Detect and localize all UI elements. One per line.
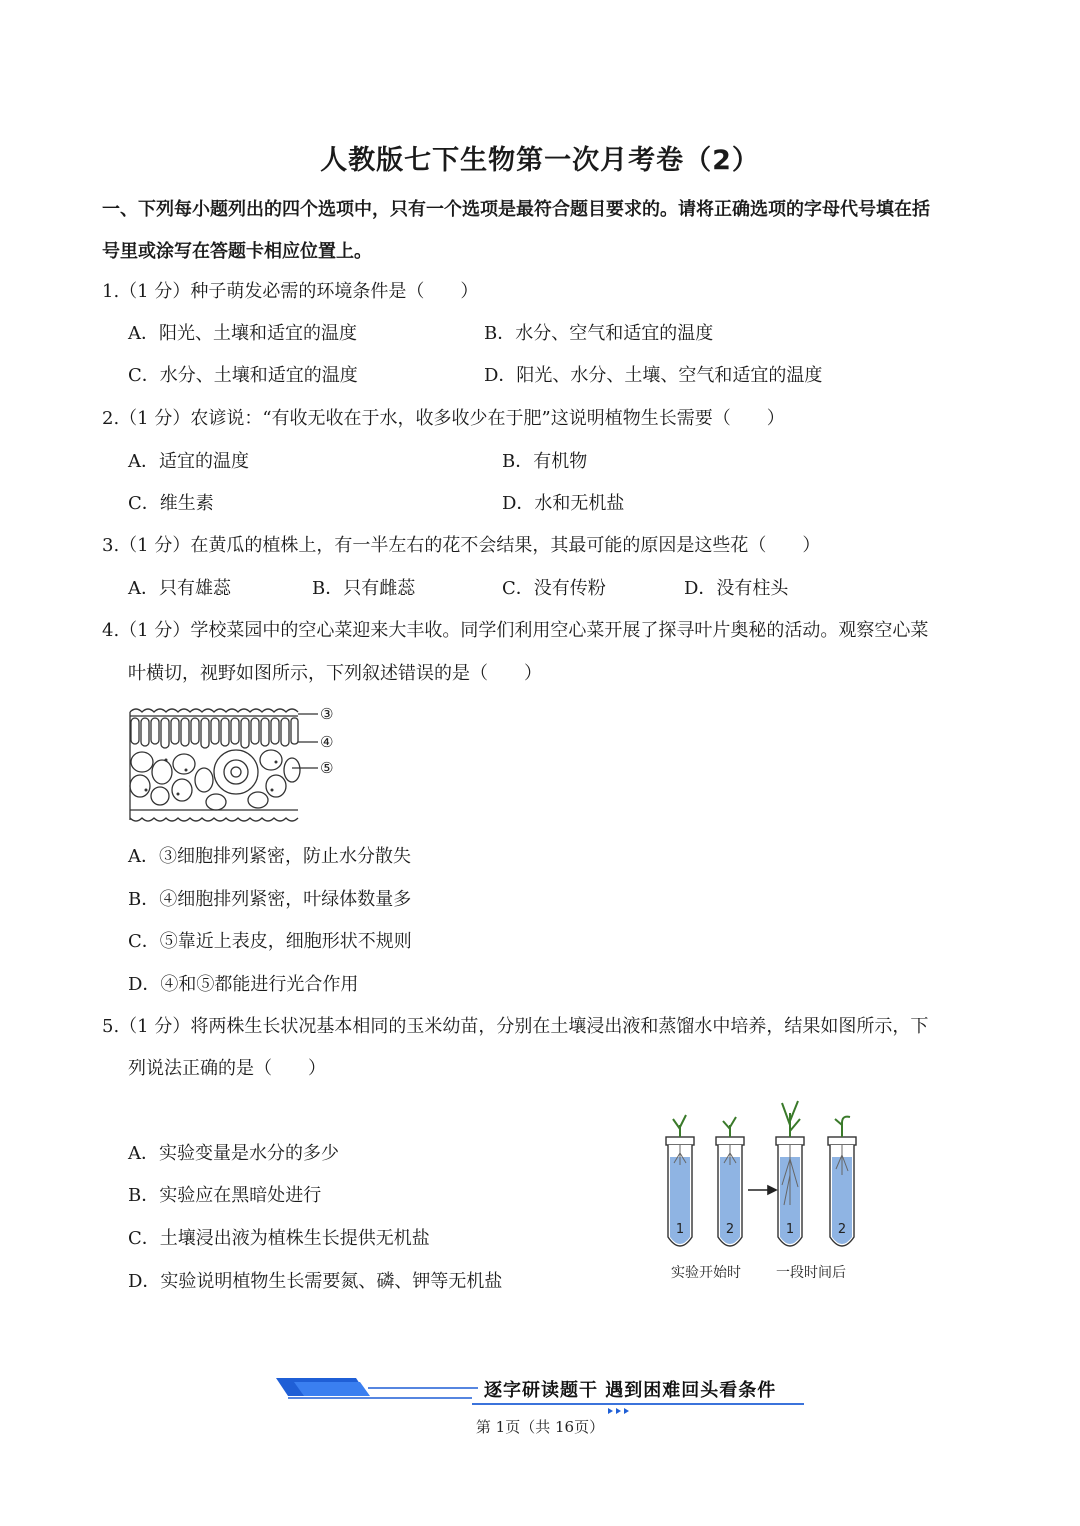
question-4-option-d[interactable]: D．④和⑤都能进行光合作用 — [128, 974, 359, 995]
question-5-option-d[interactable]: D．实验说明植物生长需要氮、磷、钾等无机盐 — [128, 1271, 503, 1292]
question-5-option-b[interactable]: B．实验应在黑暗处进行 — [128, 1185, 322, 1206]
test-tube-figure — [660, 1095, 870, 1260]
question-3-stem: 3.（1 分）在黄瓜的植株上，有一半左右的花不会结果，其最可能的原因是这些花（ ） — [102, 535, 821, 556]
question-3-option-d[interactable]: D．没有柱头 — [684, 578, 789, 599]
question-1-option-c[interactable]: C．水分、土壤和适宜的温度 — [128, 365, 358, 386]
leaf-label-3: ③ — [320, 705, 334, 723]
tube-label-3: 1 — [785, 1222, 795, 1237]
leaf-label-4: ④ — [320, 733, 334, 751]
question-4-stem-line1: 4.（1 分）学校菜园中的空心菜迎来大丰收。同学们利用空心菜开展了探寻叶片奥秘的活动。观察空心菜 — [102, 620, 929, 641]
figure-caption-start: 实验开始时 — [671, 1265, 741, 1281]
leaf-cross-section-figure — [126, 700, 346, 830]
question-2-option-b[interactable]: B．有机物 — [502, 451, 588, 472]
question-1-stem: 1.（1 分）种子萌发必需的环境条件是（ ） — [102, 281, 479, 302]
question-3-option-b[interactable]: B．只有雌蕊 — [312, 578, 416, 599]
question-4-option-a[interactable]: A．③细胞排列紧密，防止水分散失 — [128, 846, 411, 867]
section-instruction-line1: 一、下列每小题列出的四个选项中，只有一个选项是最符合题目要求的。请将正确选项的字母代号填在括 — [102, 199, 930, 220]
question-5-stem-line2: 列说法正确的是（ ） — [128, 1058, 326, 1079]
page-title: 人教版七下生物第一次月考卷（2） — [320, 145, 760, 176]
figure-caption-after: 一段时间后 — [776, 1265, 846, 1281]
question-3-option-a[interactable]: A．只有雄蕊 — [128, 578, 231, 599]
question-2-option-c[interactable]: C．维生素 — [128, 493, 214, 514]
section-instruction-line2: 号里或涂写在答题卡相应位置上。 — [102, 241, 372, 262]
tube-label-4: 2 — [837, 1222, 847, 1237]
question-2-option-a[interactable]: A．适宜的温度 — [128, 451, 249, 472]
question-3-option-c[interactable]: C．没有传粉 — [502, 578, 606, 599]
question-1-option-a[interactable]: A．阳光、土壤和适宜的温度 — [128, 323, 357, 344]
question-2-option-d[interactable]: D．水和无机盐 — [502, 493, 625, 514]
leaf-label-5: ⑤ — [320, 759, 334, 777]
tube-label-2: 2 — [725, 1222, 735, 1237]
question-5-option-c[interactable]: C．土壤浸出液为植株生长提供无机盐 — [128, 1228, 430, 1249]
question-4-option-c[interactable]: C．⑤靠近上表皮，细胞形状不规则 — [128, 931, 412, 952]
question-2-stem: 2.（1 分）农谚说：“有收无收在于水，收多收少在于肥”这说明植物生长需要（ ） — [102, 408, 785, 429]
footer-slogan: 逐字研读题干 遇到困难回头看条件 — [484, 1380, 777, 1401]
question-5-stem-line1: 5.（1 分）将两株生长状况基本相同的玉米幼苗，分别在土壤浸出液和蒸馏水中培养，结果如图所示，下 — [102, 1016, 929, 1037]
question-5-option-a[interactable]: A．实验变量是水分的多少 — [128, 1143, 339, 1164]
tube-label-1: 1 — [675, 1222, 685, 1237]
page-number: 第 1页（共 16页） — [475, 1418, 605, 1436]
question-4-stem-line2: 叶横切，视野如图所示，下列叙述错误的是（ ） — [128, 663, 542, 684]
question-4-option-b[interactable]: B．④细胞排列紧密，叶绿体数量多 — [128, 889, 412, 910]
question-1-option-b[interactable]: B．水分、空气和适宜的温度 — [484, 323, 714, 344]
question-1-option-d[interactable]: D．阳光、水分、土壤、空气和适宜的温度 — [484, 365, 823, 386]
